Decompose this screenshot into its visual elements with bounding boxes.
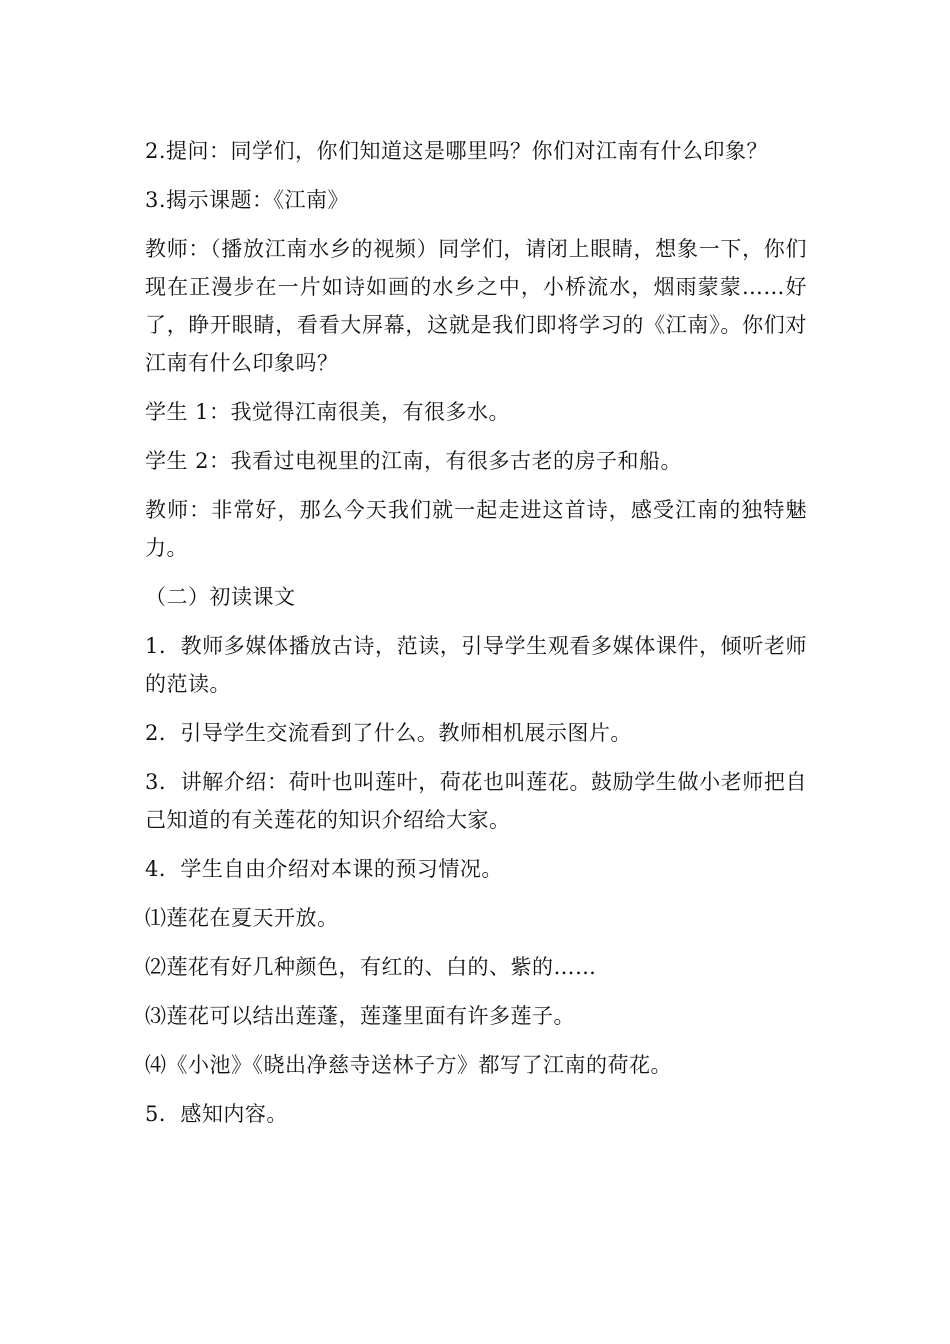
- paragraph-question: 2.提问：同学们，你们知道这是哪里吗？你们对江南有什么印象？: [145, 139, 769, 163]
- document-body: [145, 132, 807, 1144]
- list-item-2: ⑵莲花有好几种颜色，有红的、白的、紫的……: [145, 955, 597, 979]
- paragraph-teacher-video: 教师：（播放江南水乡的视频）同学们，请闭上眼睛，想象一下，你们现在正漫步在一片如诗如画的水乡之中，小桥流水，烟雨蒙蒙……好了，睁开眼睛，看看大屏幕，这就是我们即将学习的《江南》。你们对江南有什么印象吗？: [145, 237, 807, 375]
- paragraph-step-4: 4．学生自由介绍对本课的预习情况。: [145, 857, 503, 881]
- list-item-4: ⑷《小池》《晓出净慈寺送林子方》都写了江南的荷花。: [145, 1053, 672, 1077]
- paragraph-step-5: 5．感知内容。: [145, 1102, 288, 1126]
- paragraph-step-3: 3．讲解介绍：荷叶也叫莲叶，荷花也叫莲花。鼓励学生做小老师把自己知道的有关莲花的知识介绍给大家。: [145, 770, 807, 832]
- section-heading-first-reading: （二）初读课文: [145, 585, 296, 609]
- paragraph-topic: 3.揭示课题：《江南》: [145, 188, 350, 212]
- list-item-1: ⑴莲花在夏天开放。: [145, 906, 339, 930]
- paragraph-student-2: 学生 2：我看过电视里的江南，有很多古老的房子和船。: [145, 449, 683, 473]
- list-item-3: ⑶莲花可以结出莲蓬，莲蓬里面有许多莲子。: [145, 1004, 575, 1028]
- paragraph-teacher-response: 教师：非常好，那么今天我们就一起走进这首诗，感受江南的独特魅力。: [145, 498, 807, 560]
- paragraph-student-1: 学生 1：我觉得江南很美，有很多水。: [145, 400, 511, 424]
- paragraph-step-1: 1．教师多媒体播放古诗，范读，引导学生观看多媒体课件，倾听老师的范读。: [145, 634, 807, 696]
- paragraph-step-2: 2．引导学生交流看到了什么。教师相机展示图片。: [145, 721, 632, 745]
